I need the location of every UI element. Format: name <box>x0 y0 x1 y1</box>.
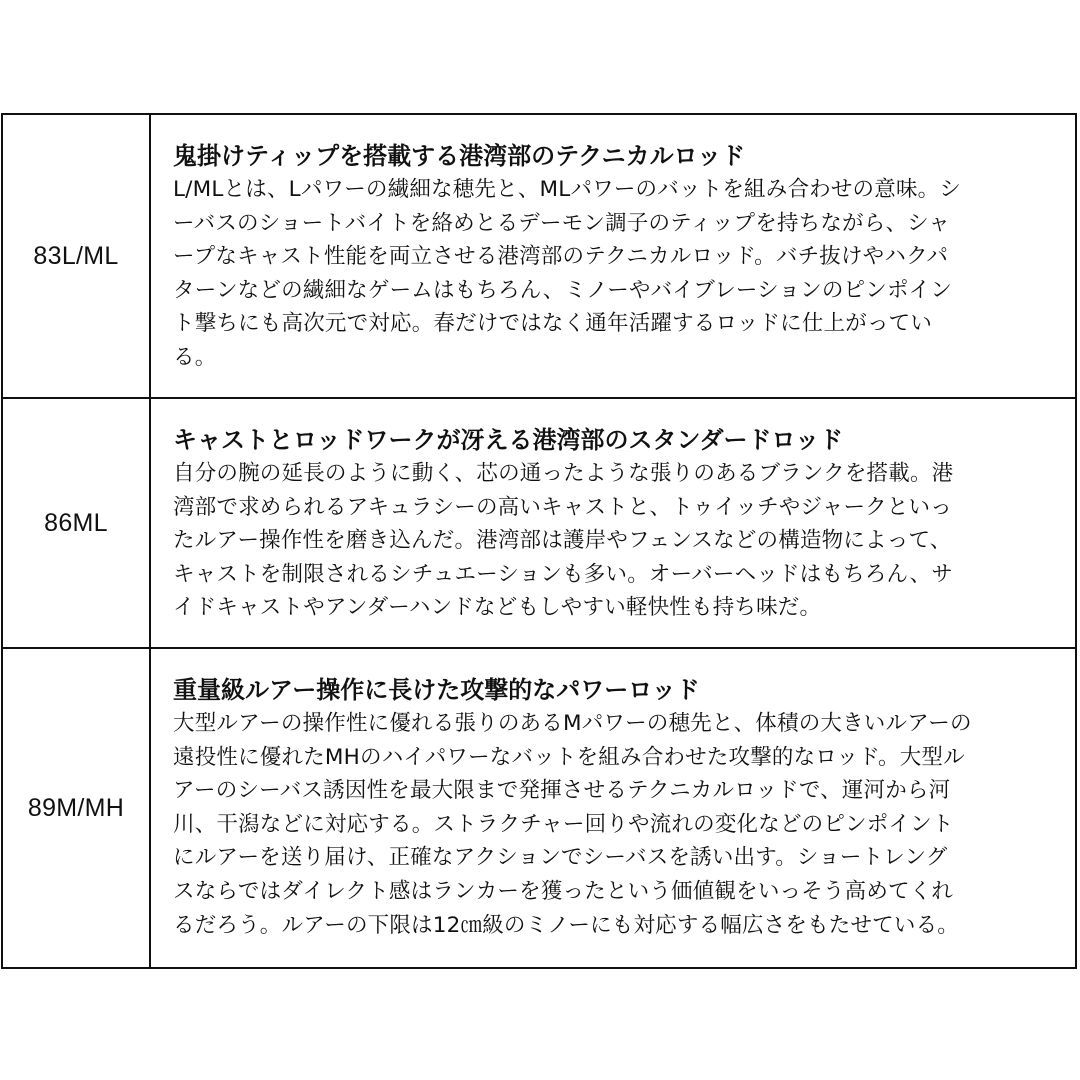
description-line: ト撃ちにも高次元で対応。春だけではなく通年活躍するロッドに仕上がってい <box>173 311 933 337</box>
model-cell <box>3 115 151 397</box>
description-line: スならではダイレクト感はランカーを獲ったという価値観をいっそう高めてくれ <box>173 878 954 904</box>
description-line: L/MLとは、Lパワーの繊細な穂先と、MLパワーのバットを組み合わせの意味。シ <box>173 177 962 202</box>
model-name: 86ML <box>44 508 108 537</box>
description-cell <box>151 115 1075 397</box>
description-heading: 重量級ルアー操作に長けた攻撃的なパワーロッド <box>173 676 700 704</box>
description-line: ーバスのショートバイトを絡めとるデーモン調子のティップを持ちながら、シャ <box>173 210 951 236</box>
description-line: 湾部で求められるアキュラシーの高いキャストと、トゥイッチやジャークといっ <box>173 494 952 520</box>
description-line: アーのシーバス誘因性を最大限まで発揮させるテクニカルロッドで、運河から河 <box>173 778 951 804</box>
description-cell <box>151 649 1075 967</box>
description-line: たルアー操作性を磨き込んだ。港湾部は護岸やフェンスなどの構造物によって、 <box>173 528 952 554</box>
model-name: 89M/MH <box>27 793 125 822</box>
model-cell <box>3 399 151 647</box>
description-line: にルアーを送り届け、正確なアクションでシーバスを誘い出す。ショートレング <box>173 845 948 871</box>
description-heading: キャストとロッドワークが冴える港湾部のスタンダードロッド <box>173 426 844 454</box>
description-line: イドキャストやアンダーハンドなどもしやすい軽快性も持ち味だ。 <box>173 595 822 621</box>
table-row <box>3 649 1075 967</box>
table-row <box>3 399 1075 649</box>
description-line: 川、干潟などに対応する。ストラクチャー回りや流れの変化などのピンポイント <box>173 811 954 837</box>
description-line: キャストを制限されるシチュエーションも多い。オーバーヘッドはもちろん、サ <box>173 561 953 587</box>
description-body <box>173 173 1055 375</box>
description-line: ープなキャスト性能を両立させる港湾部のテクニカルロッド。バチ抜けやハクパ <box>173 244 949 270</box>
description-body <box>173 457 1055 625</box>
description-line: ターンなどの繊細なゲームはもちろん、ミノーやバイブレーションのピンポイン <box>173 277 953 303</box>
model-cell <box>3 649 151 967</box>
description-body <box>173 707 1055 942</box>
description-line: 遠投性に優れたMHのハイパワーなバットを組み合わせた攻撃的なロッド。大型ル <box>173 744 965 770</box>
description-line: 大型ルアーの操作性に優れる張りのあるMパワーの穂先と、体積の大きいルアーの <box>173 711 972 736</box>
description-cell <box>151 399 1075 647</box>
description-line: 自分の腕の延長のように動く、芯の通ったような張りのあるブランクを搭載。港 <box>173 461 954 486</box>
description-line: る。 <box>173 344 217 370</box>
description-line: るだろう。ルアーの下限は12㎝級のミノーにも対応する幅広さをもたせている。 <box>173 912 959 938</box>
rod-spec-table <box>1 113 1077 969</box>
model-name: 83L/ML <box>33 241 119 270</box>
table-row <box>3 115 1075 399</box>
description-heading: 鬼掛けティップを搭載する港湾部のテクニカルロッド <box>173 142 746 170</box>
